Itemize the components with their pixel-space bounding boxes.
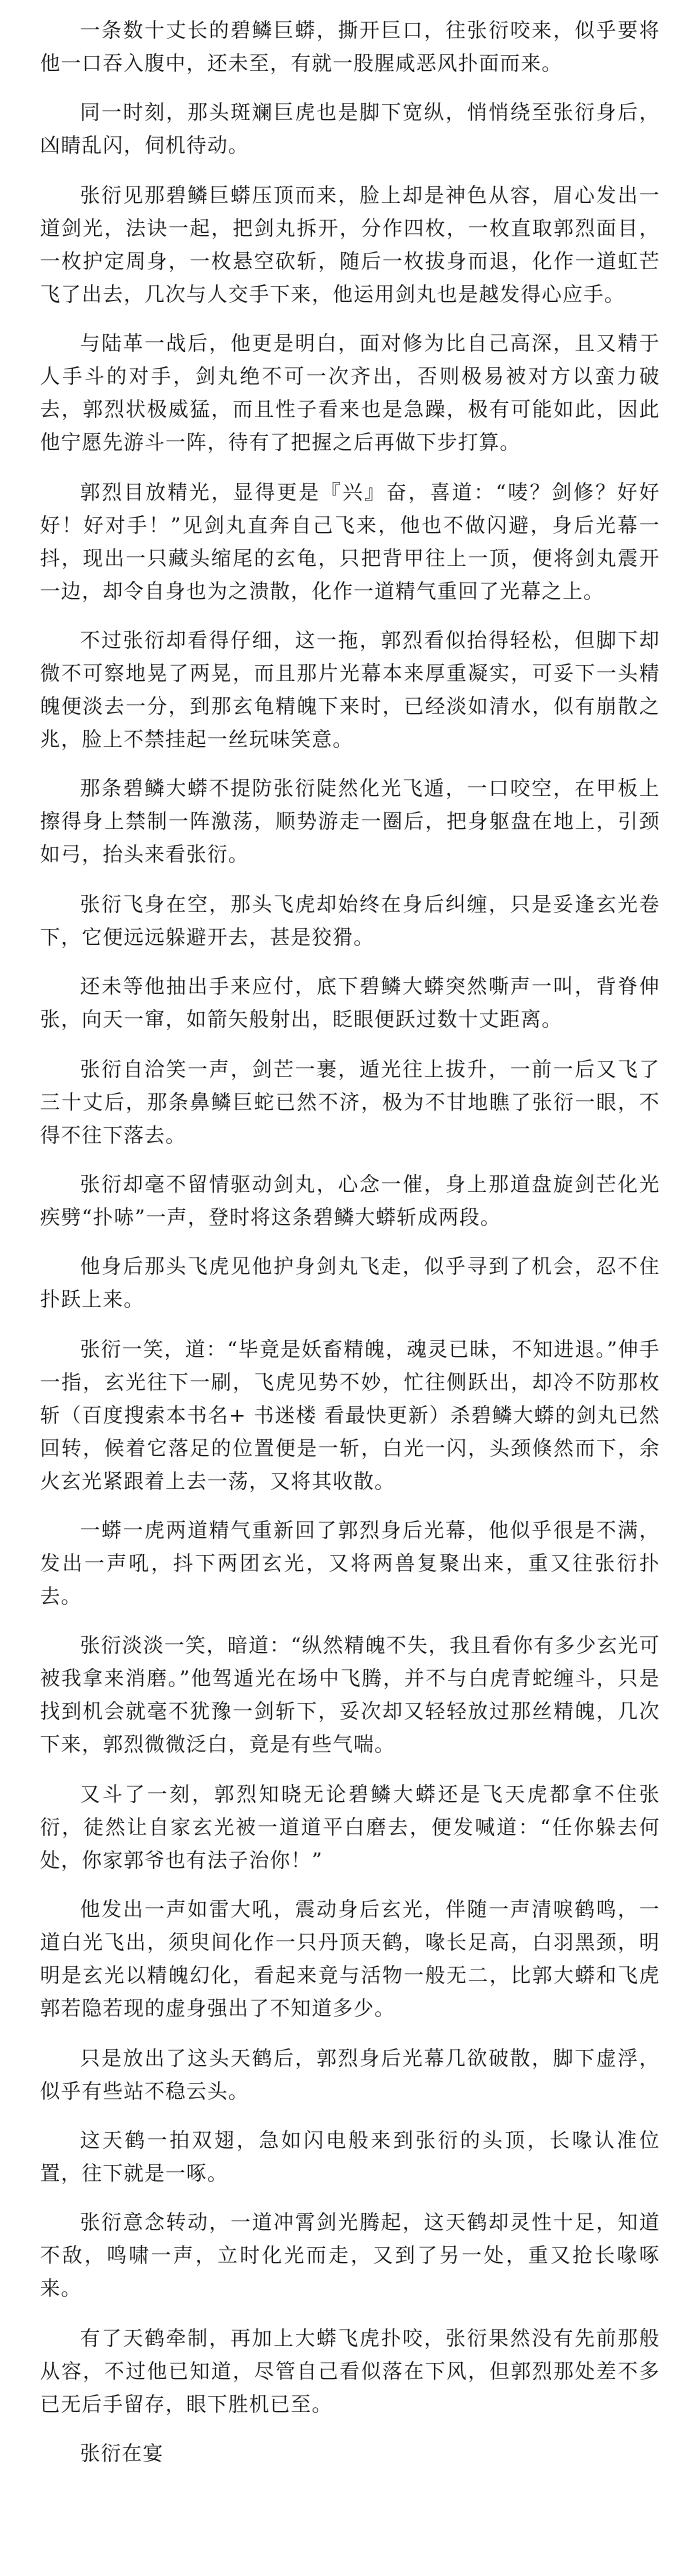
paragraph-20: 张衍意念转动，一道冲霄剑光腾起，这天鹤却灵性十足，知道不敌，鸣啸一声，立时化光而走，又到了另一处，重又抢长喙啄来。 [40,2210,660,2301]
paragraph-16: 又斗了一刻，郭烈知晓无论碧鳞大蟒还是飞天虎都拿不住张衍，徒然让自家玄光被一道道平白磨去，便发喊道：“任你躲去何处，你家郭爷也有法子治你！” [40,1781,660,1872]
paragraph-21: 有了天鹤牵制，再加上大蟒飞虎扑咬，张衍果然没有先前那般从容，不过他已知道，尽管自己看似落在下风，但郭烈那处差不多已无后手留存，眼下胜机已至。 [40,2325,660,2416]
paragraph-12: 他身后那头飞虎见他护身剑丸飞走，似乎寻到了机会，忍不住扑跃上来。 [40,1254,660,1312]
paragraph-2: 同一时刻，那头斑斓巨虎也是脚下宽纵，悄悄绕至张衍身后，凶睛乱闪，伺机待动。 [40,100,660,158]
paragraph-14: 一蟒一虎两道精气重新回了郭烈身后光幕，他似乎很是不满，发出一声吼，抖下两团玄光，又将两兽复聚出来，重又往张衍扑去。 [40,1518,660,1609]
paragraph-9: 还未等他抽出手来应付，底下碧鳞大蟒突然嘶声一叫，背脊伸张，向天一窜，如箭矢般射出，眨眼便跃过数十丈距离。 [40,974,660,1032]
paragraph-17: 他发出一声如雷大吼，震动身后玄光，伴随一声清唳鹤鸣，一道白光飞出，须臾间化作一只丹顶天鹤，喙长足高，白羽黑颈，明明是玄光以精魄幻化，看起来竟与活物一般无二，比郭大蟒和飞虎郭若隐若现的虚身强出了不知道多少。 [40,1897,660,2021]
paragraph-15: 张衍淡淡一笑，暗道：“纵然精魄不失，我且看你有多少玄光可被我拿来消磨。”他驾遁光在场中飞腾，并不与白虎青蛇缠斗，只是找到机会就毫不犹豫一剑斩下，妥次却又轻轻放过那丝精魄，几次下来，郭烈微微泛白，竟是有些气喘。 [40,1633,660,1757]
paragraph-18: 只是放出了这头天鹤后，郭烈身后光幕几欲破散，脚下虚浮，似乎有些站不稳云头。 [40,2045,660,2103]
paragraph-6: 不过张衍却看得仔细，这一拖，郭烈看似抬得轻松，但脚下却微不可察地晃了两晃，而且那片光幕本来厚重凝实，可妥下一头精魄便淡去一分，到那玄龟精魄下来时，已经淡如清水，似有崩散之兆，脸上不禁挂起一丝玩味笑意。 [40,627,660,751]
paragraph-3: 张衍见那碧鳞巨蟒压顶而来，脸上却是神色从容，眉心发出一道剑光，法诀一起，把剑丸拆开，分作四枚，一枚直取郭烈面目，一枚护定周身，一枚悬空砍斩，随后一枚拔身而退，化作一道虹芒飞了出去，几次与人交手下来，他运用剑丸也是越发得心应手。 [40,182,660,306]
paragraph-1: 一条数十丈长的碧鳞巨蟒，撕开巨口，往张衍咬来，似乎要将他一口吞入腹中，还未至，有就一股腥咸恶风扑面而来。 [40,18,660,75]
paragraph-19: 这天鹤一拍双翅，急如闪电般来到张衍的头顶，长喙认准位置，往下就是一啄。 [40,2128,660,2186]
paragraph-13: 张衍一笑，道：“毕竟是妖畜精魄，魂灵已昧，不知进退。”伸手一指，玄光往下一刷，飞虎见势不妙，忙往侧跃出，却冷不防那枚斩（百度搜索本书名+ 书迷楼 看最快更新）杀碧鳞大蟒的剑丸已然回转，候着它落足的位置便是一斩，白光一闪，头颈倏然而下，余火玄光紧跟着上去一荡，又将其收散。 [40,1336,660,1493]
paragraph-5: 郭烈目放精光，显得更是『兴』奋，喜道：“唛？剑修？好好好！好对手！”见剑丸直奔自己飞来，他也不做闪避，身后光幕一抖，现出一只藏头缩尾的玄龟，只把背甲往上一顶，便将剑丸震开一边，却令自身也为之溃散，化作一道精气重回了光幕之上。 [40,479,660,603]
paragraph-7: 那条碧鳞大蟒不提防张衍陡然化光飞遁，一口咬空，在甲板上擦得身上禁制一阵激荡，顺势游走一圈后，把身躯盘在地上，引颈如弓，抬头来看张衍。 [40,776,660,867]
paragraph-22: 张衍在宴 [80,2441,164,2466]
paragraph-10: 张衍自洽笑一声，剑芒一裹，遁光往上拔升，一前一后又飞了三十丈后，那条鼻鳞巨蛇已然不济，极为不甘地瞧了张衍一眼，不得不往下落去。 [40,1056,660,1147]
paragraph-11: 张衍却毫不留情驱动剑丸，心念一催，身上那道盘旋剑芒化光疾劈“扑哧”一声，登时将这条碧鳞大蟒斩成两段。 [40,1171,660,1229]
paragraph-8: 张衍飞身在空，那头飞虎却始终在身后纠缠，只是妥逢玄光卷下，它便远远躲避开去，甚是狡猾。 [40,891,660,949]
paragraph-4: 与陆革一战后，他更是明白，面对修为比自己高深，且又精于人手斗的对手，剑丸绝不可一次齐出，否则极易被对方以蛮力破去，郭烈状极威猛，而且性子看来也是急躁，极有可能如此，因此他宁愿先游斗一阵，待有了把握之后再做下步打算。 [40,331,660,455]
